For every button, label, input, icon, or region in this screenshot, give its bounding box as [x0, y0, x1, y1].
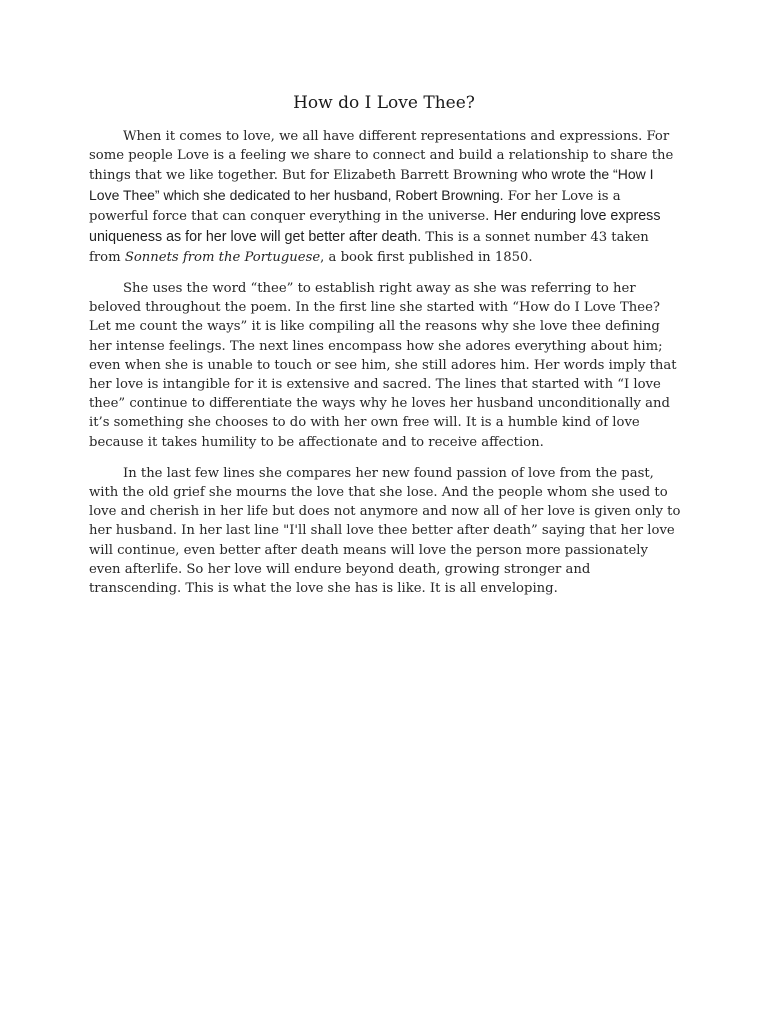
- document-body: [89, 127, 681, 610]
- paragraph-1-part-d: Her enduring love express uniqueness as for her love will get better after death.: [89, 207, 661, 245]
- paragraph-1: [89, 127, 681, 267]
- paragraph-1-part-g: , a book first published in 1850.: [320, 249, 533, 265]
- paragraph-1-part-b: who wrote the “How I Love Thee” which she dedicated to her husband, Robert Browning.: [89, 166, 654, 203]
- paragraph-1-part-e: This is a sonnet number 43 taken from: [89, 229, 649, 265]
- document-title: How do I Love Thee?: [293, 93, 475, 113]
- paragraph-3: In the last few lines she compares her new found passion of love from the past, with the old grief she mourns the love that she lose. And the people whom she used to love and cherish in her life but does not anymore and now all of her love is given only to her husband. In her last line "I'll shall love thee better after death” saying that her love will continue, even better after death means will love the person more passionately even afterlife. So her love will endure beyond death, growing stronger and transcending. This is what the love she has is like. It is all enveloping.: [89, 465, 681, 597]
- paragraph-1-part-c: For her Love is a powerful force that can conquer everything in the universe.: [89, 188, 621, 224]
- paragraph-1-part-a: When it comes to love, we all have different representations and expressions. For some people Love is a feeling we share to connect and build a relationship to share the things that we like together. But for Elizabeth Barrett Browning: [89, 129, 674, 184]
- book-title: Sonnets from the Portuguese: [124, 249, 321, 265]
- paragraph-2: She uses the word “thee” to establish right away as she was referring to her beloved throughout the poem. In the first line she started with “How do I Love Thee? Let me count the ways” it is like compiling all the reasons why she love thee defining her intense feelings. The next lines encompass how she adores everything about him; even when she is unable to touch or see him, she still adores him. Her words imply that her love is intangible for it is extensive and sacred. The lines that started with “I love thee” continue to differentiate the ways why he loves her husband unconditionally and it’s something she chooses to do with her own free will. It is a humble kind of love because it takes humility to be affectionate and to receive affection.: [89, 281, 677, 450]
